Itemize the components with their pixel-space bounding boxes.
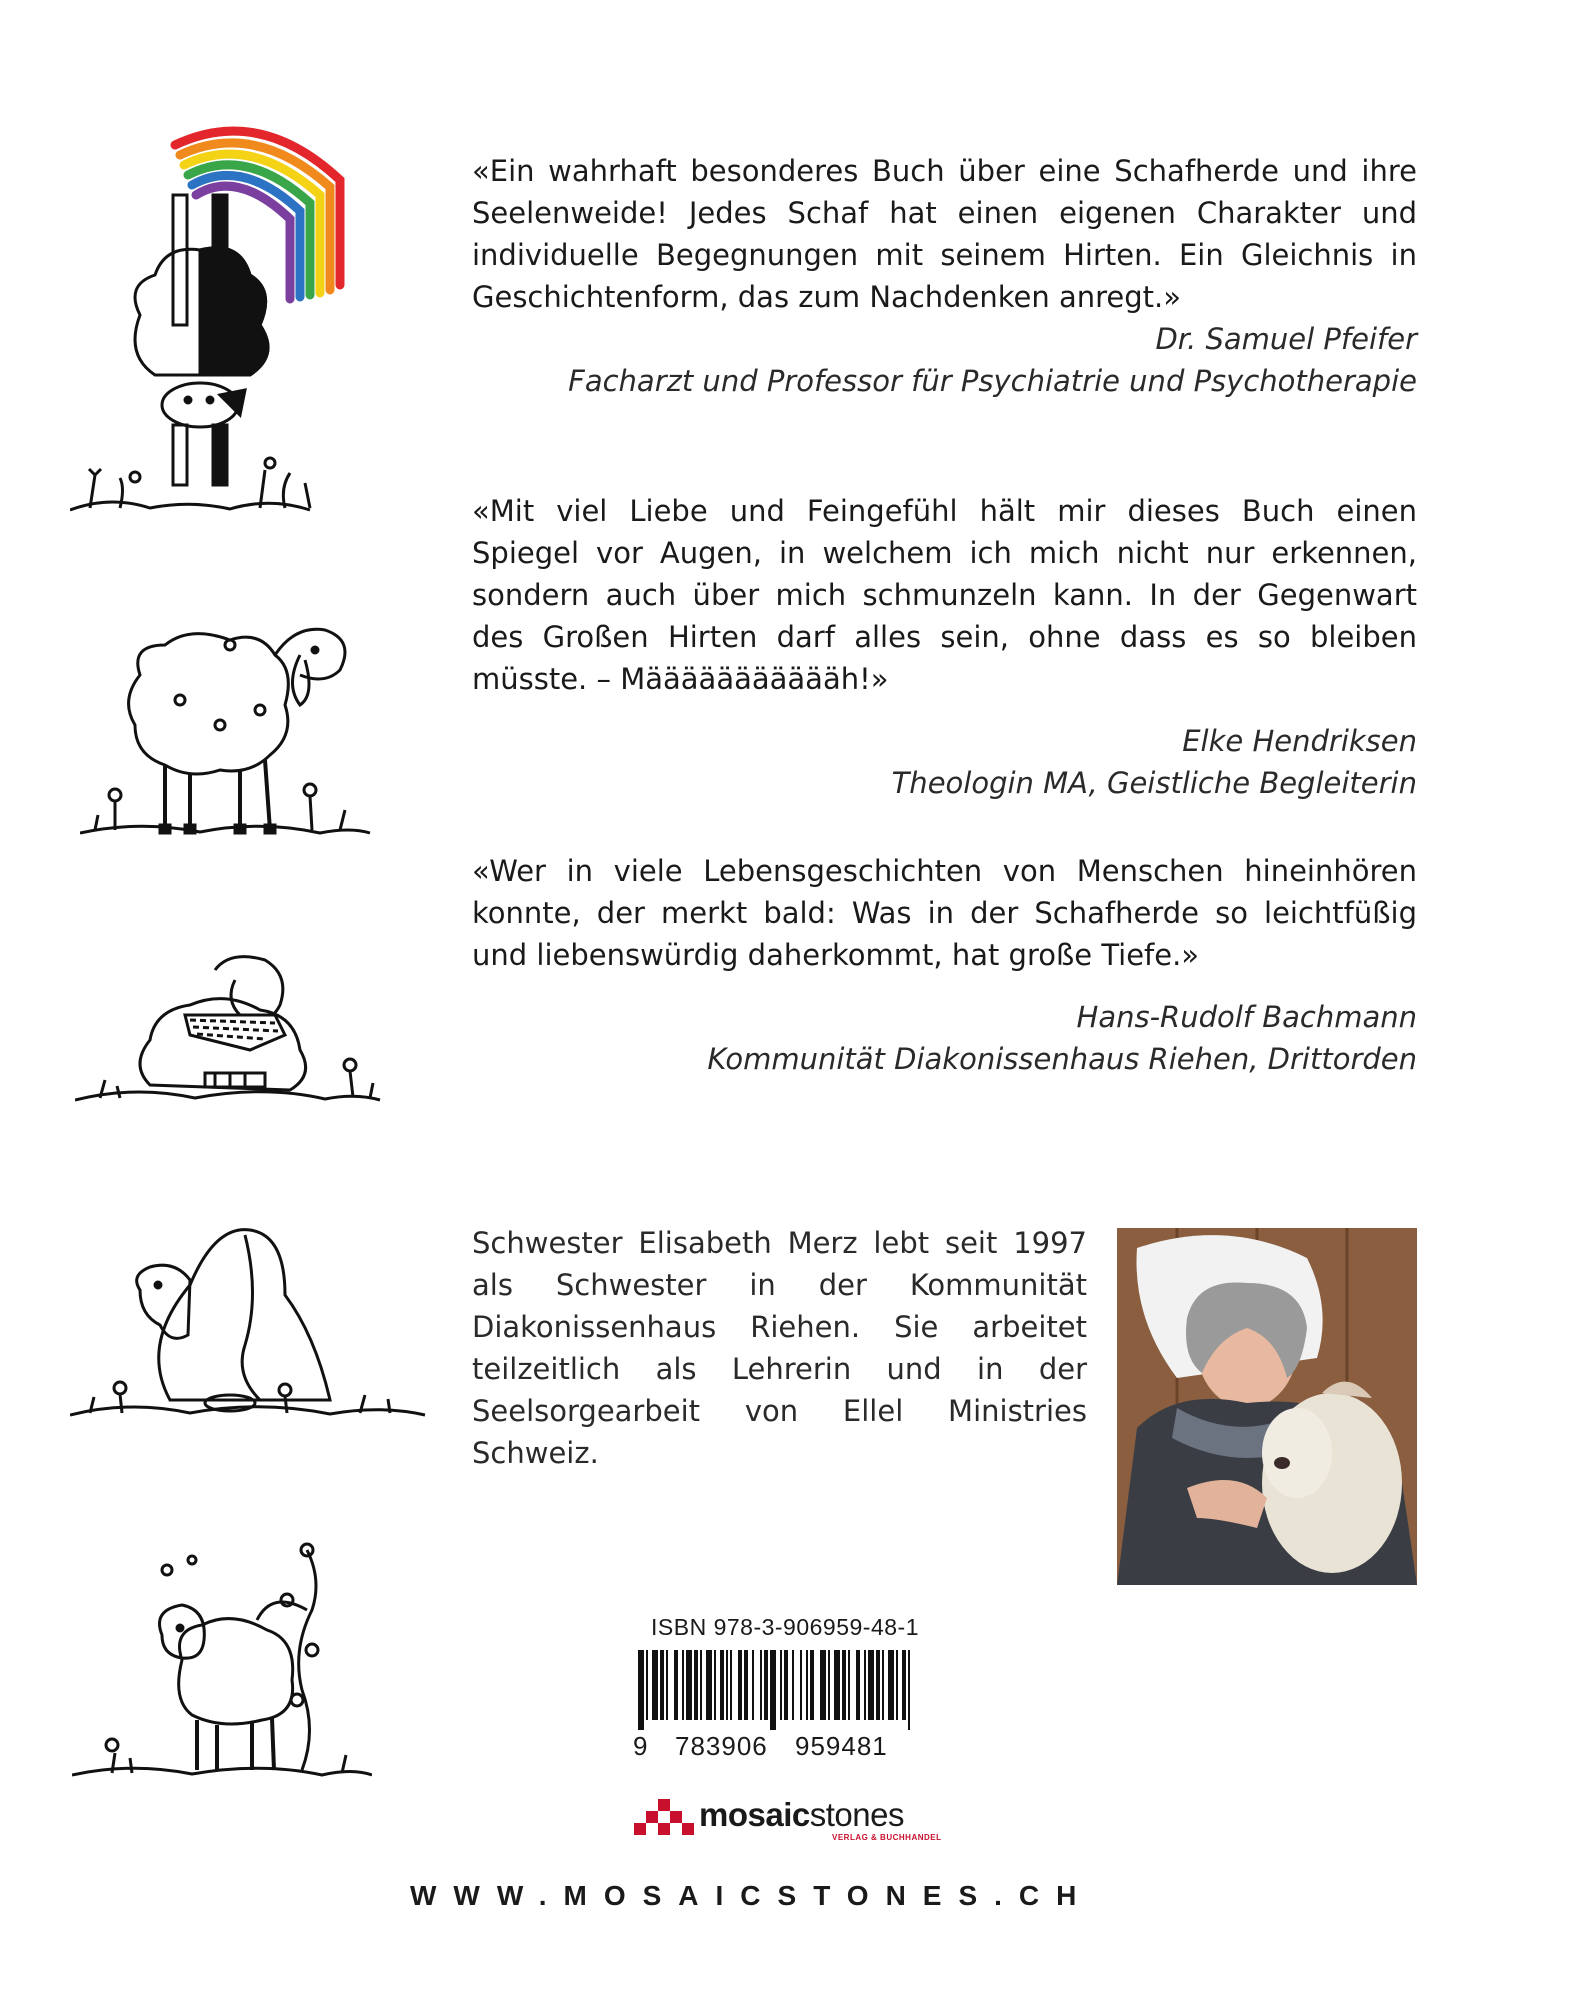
barcode-bar [882,1650,884,1720]
barcode-bar [760,1650,762,1720]
barcode-bar [652,1650,658,1720]
isbn-label: ISBN 978-3-906959-48-1 [651,1614,919,1640]
barcode-bar [646,1650,648,1720]
barcode-bar [770,1650,776,1730]
barcode-bar [842,1650,846,1720]
barcode-bar [856,1650,860,1720]
barcode [630,1650,920,1739]
quote-author: Elke Hendriksen [1182,724,1417,758]
sheep-rainbow-illustration [70,115,350,515]
author-bio: Schwester Elisabeth Merz lebt seit 1997 als Schwester in der Kommunität Diakonissenhaus Riehen. Sie arbeitet teilzeitlich als Lehrerin und in der Seelsorgearbeit von Ellel Ministries Schweiz. [472,1226,1087,1470]
barcode-bar [896,1650,898,1720]
barcode-bar [864,1650,866,1720]
barcode-bar [902,1650,906,1720]
quote-block-3 [472,850,1417,1080]
barcode-digit-first: 9 [633,1731,648,1761]
barcode-bar [660,1650,664,1720]
quote-block-2 [472,490,1417,804]
quote-author-role: Facharzt und Professor für Psychiatrie und Psychotherapie [568,364,1417,398]
barcode-digits-right: 959481 [795,1731,888,1761]
barcode-bar [764,1650,768,1720]
sheep-vine-illustration [72,1540,372,1795]
barcode-bar [888,1650,894,1720]
quote-author-role: Kommunität Diakonissenhaus Riehen, Drittorden [707,1042,1417,1076]
barcode-bar [780,1650,782,1720]
barcode-bar [800,1650,802,1720]
barcode-bar [714,1650,716,1720]
barcode-bar [784,1650,788,1720]
publisher-logo-icon [634,1795,694,1845]
sheep-rock-illustration [70,1225,430,1435]
barcode-bar [834,1650,840,1720]
barcode-bar [792,1650,794,1720]
publisher-name [699,1796,904,1834]
barcode-bar [752,1650,754,1720]
barcode-bar [686,1650,692,1720]
barcode-bar [694,1650,698,1720]
barcode-bar [908,1650,910,1730]
barcode-bar [682,1650,684,1720]
sheep-flowers-illustration [80,615,380,855]
barcode-bar [666,1650,668,1720]
quote-text: «Mit viel Liebe und Feingefühl hält mir dieses Buch einen Spiegel vor Augen, in welchem ich mich nicht nur erkennen, sondern auch über mich schmunzeln kann. In der Gegenwart des Großen Hirten darf alles sein, ohne dass es so bleiben müsste. – Määäääääääääh!» [472,494,1417,696]
barcode-bar [720,1650,724,1720]
quote-author: Hans-Rudolf Bachmann [1076,1000,1417,1034]
website-url: WWW.MOSAICSTONES.CH [410,1880,1094,1911]
barcode-bar [868,1650,874,1720]
quote-block-1 [472,150,1417,402]
barcode-digits-left: 783906 [675,1731,768,1761]
author-with-lamb-photo [1117,1228,1417,1585]
publisher-name-bold: mosaic [699,1796,810,1833]
publisher-name-light: stones [809,1796,904,1833]
barcode-bar [820,1650,826,1720]
barcode-bar [726,1650,728,1720]
barcode-bar [638,1650,644,1730]
publisher-tagline: VERLAG & BUCHHANDEL [832,1833,942,1842]
quote-author: Dr. Samuel Pfeifer [1155,322,1417,356]
barcode-bar [810,1650,814,1720]
barcode-bar [674,1650,678,1720]
barcode-bar [806,1650,808,1720]
quote-text: «Ein wahrhaft besonderes Buch über eine Schafherde und ihre Seelenweide! Jedes Schaf hat einen eigenen Charakter und individuelle Begegnungen mit seinem Hirten. Ein Gleichnis in Geschichtenform, das zum Nachdenken anregt.» [472,154,1417,314]
barcode-bar [730,1650,732,1720]
sheep-lying-scarf-illustration [75,955,385,1115]
quote-text: «Wer in viele Lebensgeschichten von Menschen hineinhören konnte, der merkt bald: Was in der Schafherde so leichtfüßig und liebenswürdig daherkommt, hat große Tiefe.» [472,854,1417,972]
barcode-bar [876,1650,880,1720]
barcode-bar [700,1650,702,1720]
barcode-bar [738,1650,742,1720]
barcode-bar [706,1650,712,1720]
barcode-bar [848,1650,850,1720]
quote-author-role: Theologin MA, Geistliche Begleiterin [891,766,1417,800]
barcode-bar [744,1650,748,1720]
barcode-bar [828,1650,830,1720]
